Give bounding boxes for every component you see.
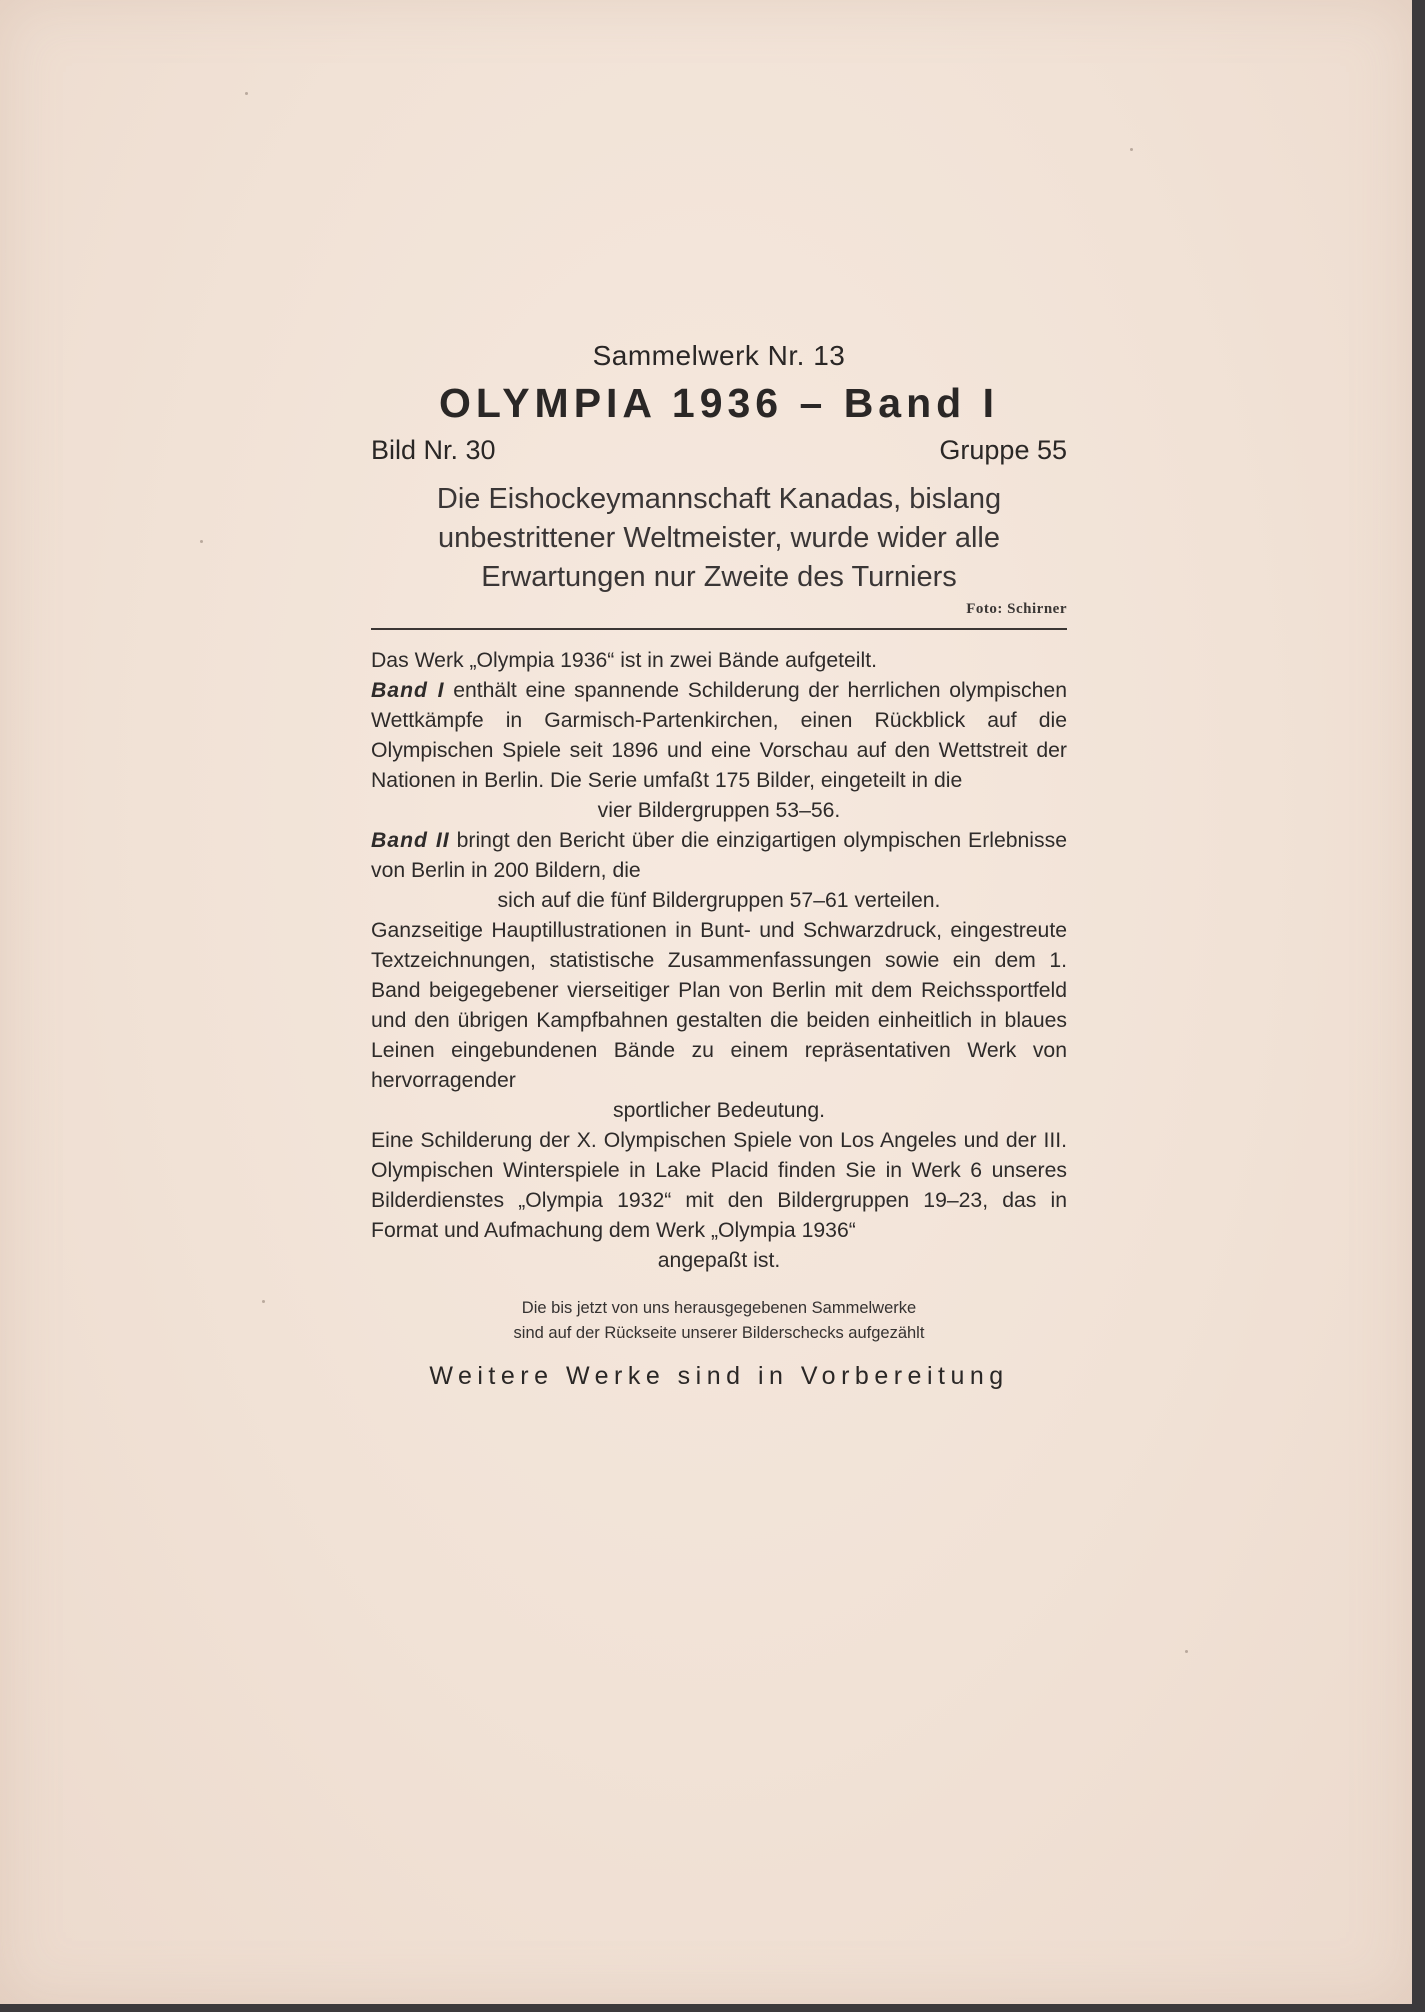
band-1-label: Band I: [371, 679, 445, 702]
photo-credit: Foto: Schirner: [966, 601, 1067, 617]
paper-speck: [262, 1300, 265, 1303]
band-1-text: enthält eine spannende Schilderung der herrlichen olympischen Wettkämpfe in Garmisch-Partenkirchen, einen Rückblick auf die Olympischen Spiele seit 1896 und eine Vorschau auf den Wettstreit der Nationen in Berlin. Die Serie umfaßt 175 Bilder, eingeteilt in die: [371, 679, 1067, 792]
paper-speck: [1185, 1650, 1188, 1653]
paragraph-intro: Das Werk „Olympia 1936“ ist in zwei Bände aufgeteilt.: [371, 649, 877, 672]
picture-info-row: [371, 435, 1067, 466]
footnote-line: Die bis jetzt von uns herausgegebenen Sammelwerke: [521, 1299, 917, 1317]
band-2-label: Band II: [371, 829, 450, 852]
group-number: Gruppe 55: [939, 435, 1067, 465]
paragraph-illustrations-tail: sportlicher Bedeutung.: [612, 1099, 825, 1122]
picture-number: Bild Nr. 30: [371, 435, 496, 465]
footnote: [371, 1296, 1067, 1346]
closing-line: Weitere Werke sind in Vorbereitung: [429, 1362, 1009, 1390]
text-block: [371, 340, 1067, 1391]
paragraph-illustrations: Ganzseitige Hauptillustrationen in Bunt- und Schwarzdruck, eingestreute Textzeichnungen, statistische Zusammenfassungen sowie ein dem 1. Band beigegebener vierseitiger Plan von Berlin mit dem Reichssportfeld und den übrigen Kampfbahnen gestalten die beiden einheitlich in blaues Leinen eingebundenen Bände zu einem repräsentativen Werk von hervorragender: [371, 919, 1067, 1092]
caption-line: unbestrittener Weltmeister, wurde wider alle: [438, 522, 1000, 554]
paragraph-olympia-1932: Eine Schilderung der X. Olympischen Spiele von Los Angeles und der III. Olympischen Winterspiele in Lake Placid finden Sie in Werk 6 unseres Bilderdienstes „Olympia 1932“ mit den Bildergruppen 19–23, das in Format und Aufmachung dem Werk „Olympia 1936“: [371, 1129, 1067, 1242]
paper-speck: [200, 540, 203, 543]
paragraph-olympia-1932-tail: angepaßt ist.: [657, 1249, 781, 1272]
paper-speck: [1130, 148, 1133, 151]
band-2-text: bringt den Bericht über die einzigartigen olympischen Erlebnisse von Berlin in 200 Bildern, die: [371, 829, 1067, 882]
series-number: Sammelwerk Nr. 13: [592, 340, 846, 371]
divider: [371, 628, 1067, 630]
paragraph-band-1-tail: vier Bildergruppen 53–56.: [597, 799, 841, 822]
description-text: [371, 646, 1067, 1276]
caption-line: Die Eishockeymannschaft Kanadas, bislang: [436, 483, 1002, 515]
paper-speck: [245, 92, 248, 95]
caption-line: Erwartungen nur Zweite des Turniers: [481, 561, 957, 593]
picture-caption: [371, 480, 1067, 597]
volume-title: OLYMPIA 1936 – Band I: [439, 380, 999, 426]
footnote-line: sind auf der Rückseite unserer Bilderschecks aufgezählt: [513, 1324, 925, 1342]
paragraph-band-2: [371, 826, 1067, 886]
paragraph-band-1: [371, 676, 1067, 796]
paragraph-band-2-tail: sich auf die fünf Bildergruppen 57–61 verteilen.: [497, 889, 941, 912]
